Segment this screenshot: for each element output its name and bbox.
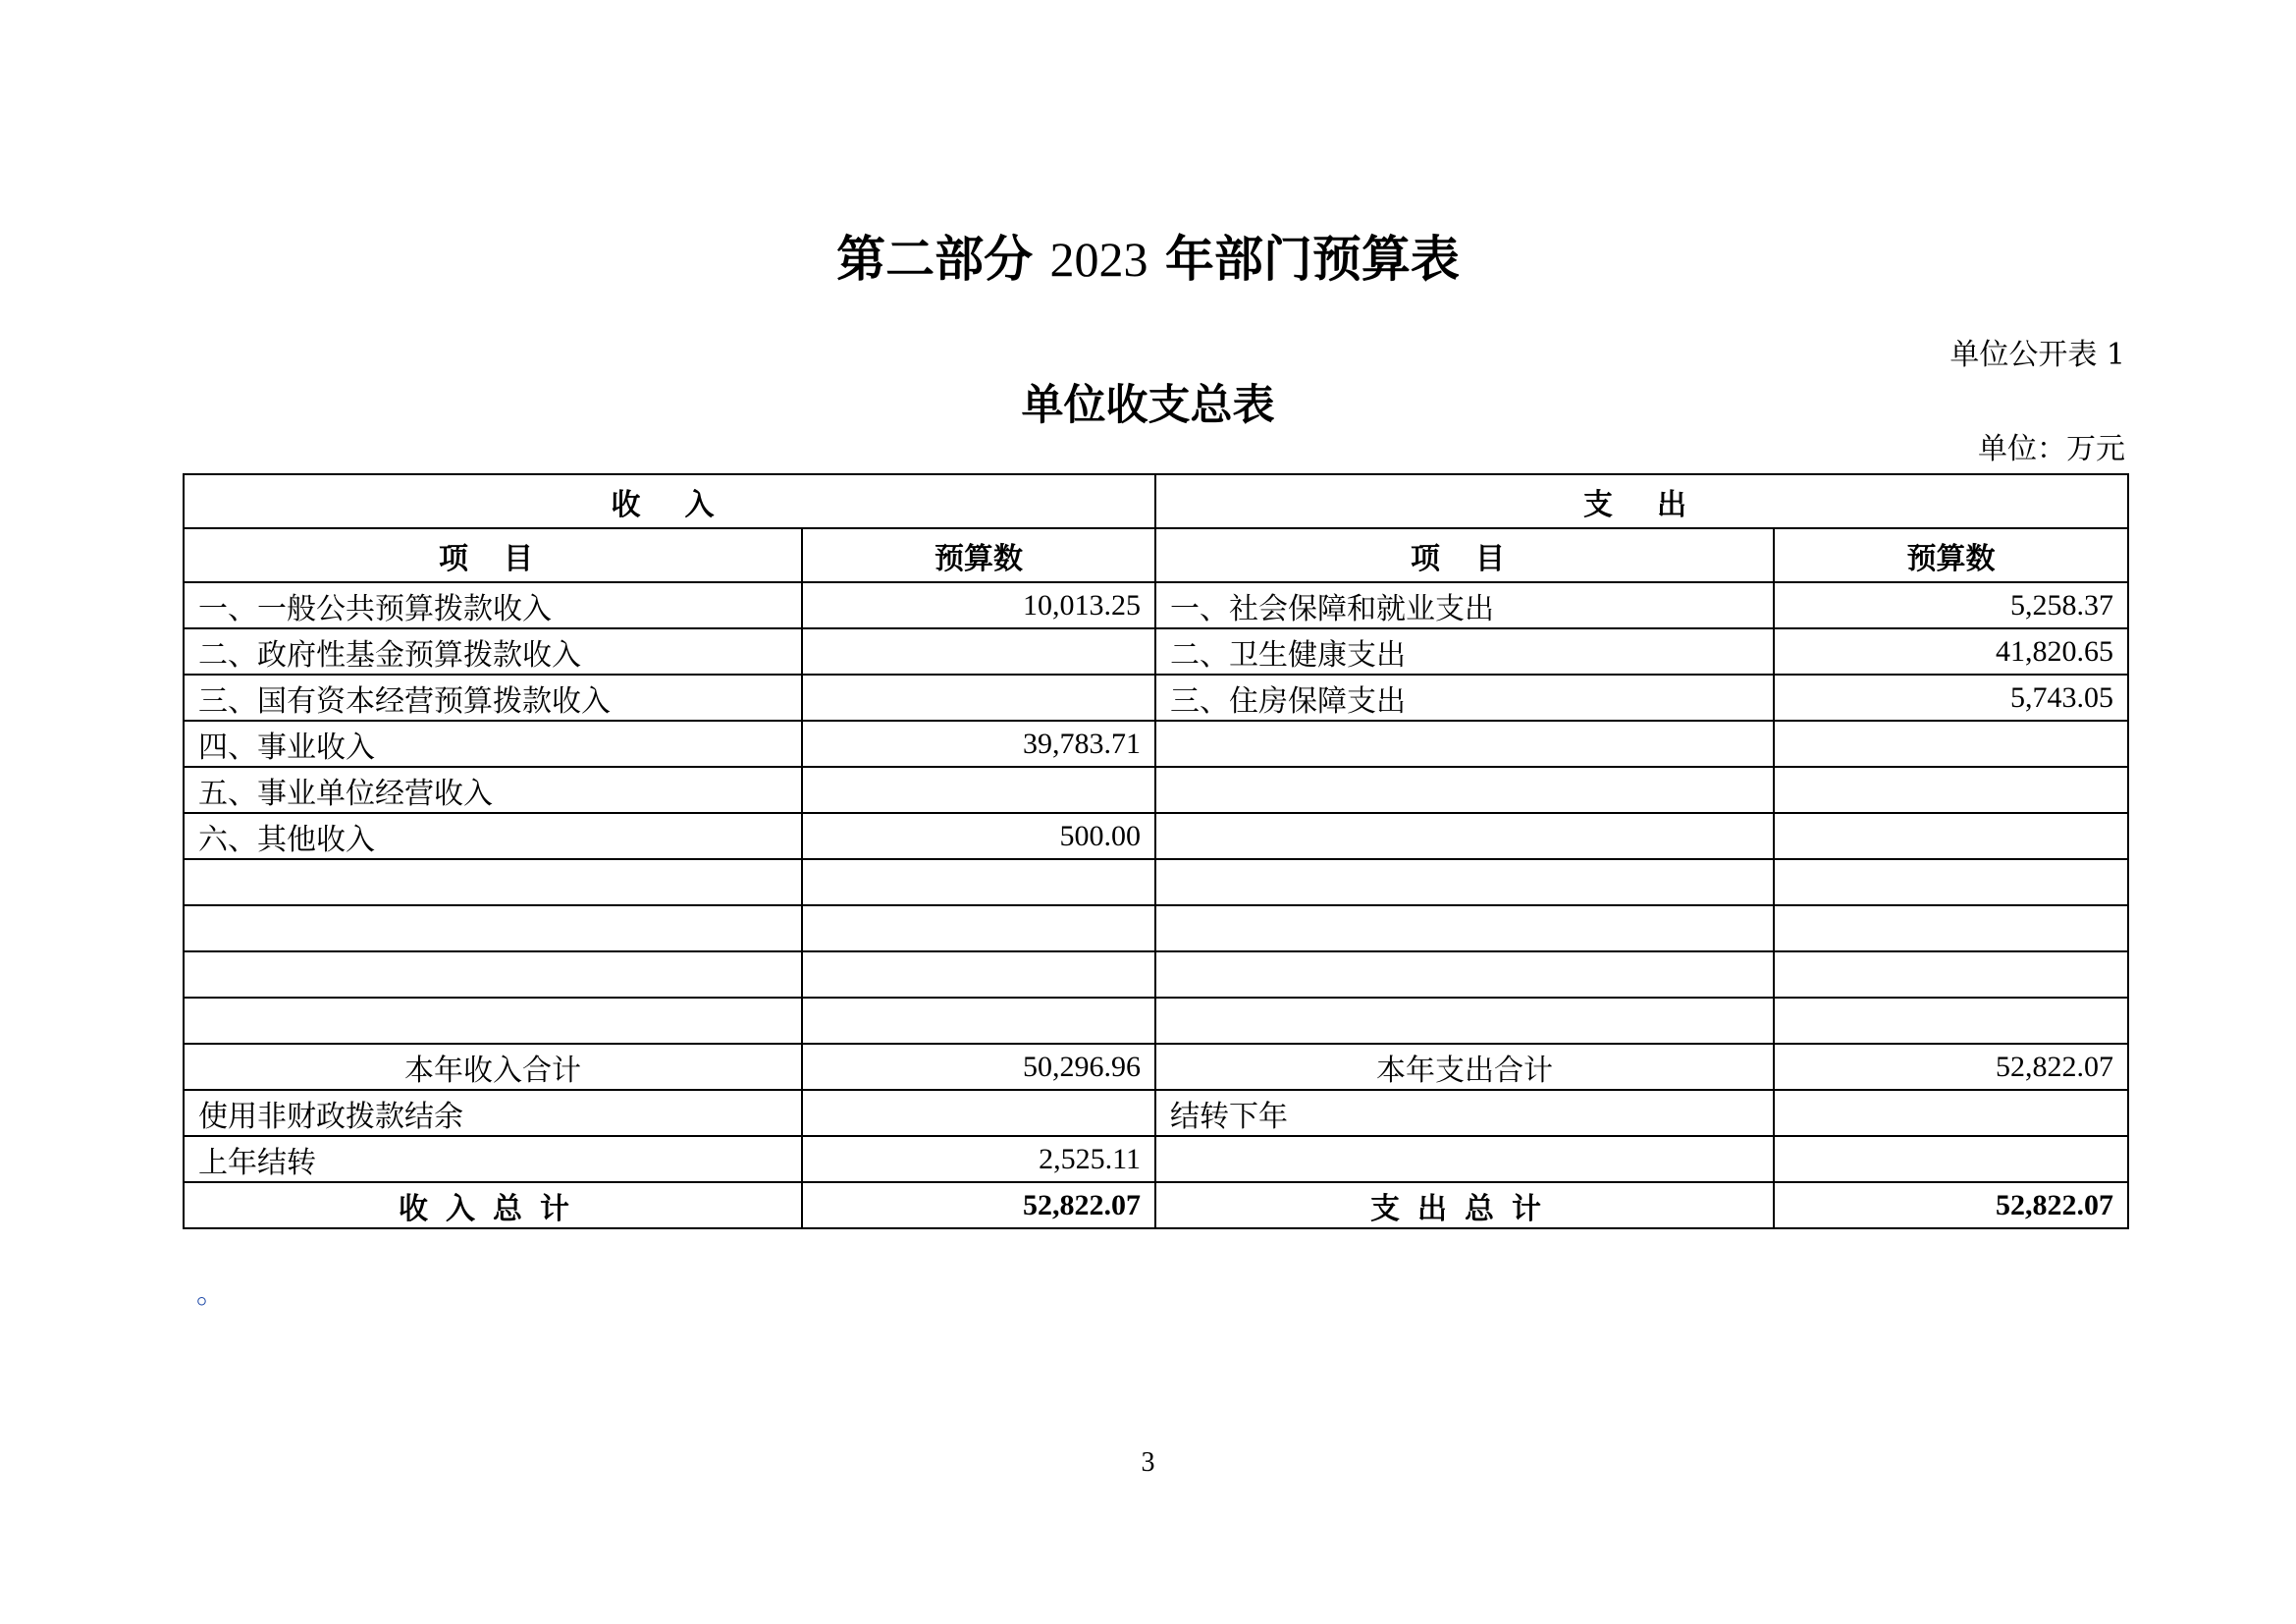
- year-expense-total-label: 本年支出合计: [1155, 1044, 1774, 1090]
- income-amount-cell: [802, 951, 1155, 998]
- table-row: [184, 813, 2128, 859]
- year-income-total-label: 本年收入合计: [184, 1044, 802, 1090]
- expense-amount-cell: [1774, 998, 2128, 1044]
- expense-item-cell: 二、卫生健康支出: [1155, 628, 1774, 675]
- prior-carry-row: [184, 1136, 2128, 1182]
- year-income-total: 50,296.96: [802, 1044, 1155, 1090]
- year-expense-total: 52,822.07: [1774, 1044, 2128, 1090]
- income-item-cell: [184, 905, 802, 951]
- income-amount-cell: [802, 767, 1155, 813]
- expense-amount-cell: [1774, 767, 2128, 813]
- expense-item-cell: [1155, 813, 1774, 859]
- income-amount-header: 预算数: [802, 528, 1155, 582]
- table-row: [184, 859, 2128, 905]
- income-grand-total-label: 收入总计: [184, 1182, 802, 1228]
- expense-item-cell: [1155, 767, 1774, 813]
- expense-amount-cell: 5,743.05: [1774, 675, 2128, 721]
- expense-amount-cell: 5,258.37: [1774, 582, 2128, 628]
- table-row: [184, 905, 2128, 951]
- income-item-cell: [184, 998, 802, 1044]
- table-row: [184, 628, 2128, 675]
- prior-carry: 2,525.11: [802, 1136, 1155, 1182]
- expense-section-header: 支出: [1155, 474, 2128, 528]
- title-year: 2023: [1049, 232, 1148, 287]
- income-amount-cell: [802, 905, 1155, 951]
- expense-grand-total: 52,822.07: [1774, 1182, 2128, 1228]
- table-row: [184, 951, 2128, 998]
- expense-amount-cell: 41,820.65: [1774, 628, 2128, 675]
- table-title: 单位收支总表: [1021, 381, 1275, 430]
- title-suffix: 年部门预算表: [1164, 231, 1460, 288]
- expense-item-cell: 一、社会保障和就业支出: [1155, 582, 1774, 628]
- expense-item-cell: [1155, 905, 1774, 951]
- expense-amount-cell: [1774, 951, 2128, 998]
- income-item-cell: 二、政府性基金预算拨款收入: [184, 628, 802, 675]
- table-row: [184, 582, 2128, 628]
- income-item-cell: 四、事业收入: [184, 721, 802, 767]
- income-item-header: 项目: [184, 528, 802, 582]
- income-amount-cell: 39,783.71: [802, 721, 1155, 767]
- income-grand-total: 52,822.07: [802, 1182, 1155, 1228]
- income-amount-cell: [802, 859, 1155, 905]
- expense-amount-cell: [1774, 721, 2128, 767]
- income-amount-cell: [802, 628, 1155, 675]
- expense-item-header: 项目: [1155, 528, 1774, 582]
- table-row: [184, 998, 2128, 1044]
- expense-grand-total-label: 支出总计: [1155, 1182, 1774, 1228]
- non-fiscal-balance: [802, 1090, 1155, 1136]
- grand-total-row: [184, 1182, 2128, 1228]
- page-number: 3: [1141, 1447, 1155, 1478]
- expense-amount-header: 预算数: [1774, 528, 2128, 582]
- income-item-cell: [184, 859, 802, 905]
- budget-summary-table: [183, 473, 2129, 1229]
- income-amount-cell: [802, 675, 1155, 721]
- prior-carry-expense-amount-blank: [1774, 1136, 2128, 1182]
- table-code: 单位公开表 1: [1949, 338, 2125, 372]
- year-total-row: [184, 1044, 2128, 1090]
- income-amount-cell: 10,013.25: [802, 582, 1155, 628]
- table-row: [184, 767, 2128, 813]
- expense-item-cell: [1155, 859, 1774, 905]
- expense-amount-cell: [1774, 813, 2128, 859]
- unit-label: 单位：万元: [1978, 432, 2125, 466]
- table-row: [184, 721, 2128, 767]
- prior-carry-label: 上年结转: [184, 1136, 802, 1182]
- expense-amount-cell: [1774, 905, 2128, 951]
- table-row: [184, 675, 2128, 721]
- page-title: [0, 224, 2296, 295]
- prior-carry-expense-blank: [1155, 1136, 1774, 1182]
- income-amount-cell: [802, 998, 1155, 1044]
- section-header-row: [184, 474, 2128, 528]
- non-fiscal-balance-label: 使用非财政拨款结余: [184, 1090, 802, 1136]
- expense-item-cell: [1155, 998, 1774, 1044]
- title-prefix: 第二部分: [836, 231, 1034, 288]
- carry-next-label: 结转下年: [1155, 1090, 1774, 1136]
- carry-next: [1774, 1090, 2128, 1136]
- expense-item-cell: [1155, 721, 1774, 767]
- expense-item-cell: 三、住房保障支出: [1155, 675, 1774, 721]
- footnote: 。: [196, 1276, 226, 1311]
- income-section-header: 收入: [184, 474, 1155, 528]
- expense-amount-cell: [1774, 859, 2128, 905]
- income-item-cell: 三、国有资本经营预算拨款收入: [184, 675, 802, 721]
- expense-item-cell: [1155, 951, 1774, 998]
- column-header-row: [184, 528, 2128, 582]
- income-item-cell: 一、一般公共预算拨款收入: [184, 582, 802, 628]
- income-item-cell: 六、其他收入: [184, 813, 802, 859]
- income-item-cell: 五、事业单位经营收入: [184, 767, 802, 813]
- balance-row: [184, 1090, 2128, 1136]
- income-amount-cell: 500.00: [802, 813, 1155, 859]
- income-item-cell: [184, 951, 802, 998]
